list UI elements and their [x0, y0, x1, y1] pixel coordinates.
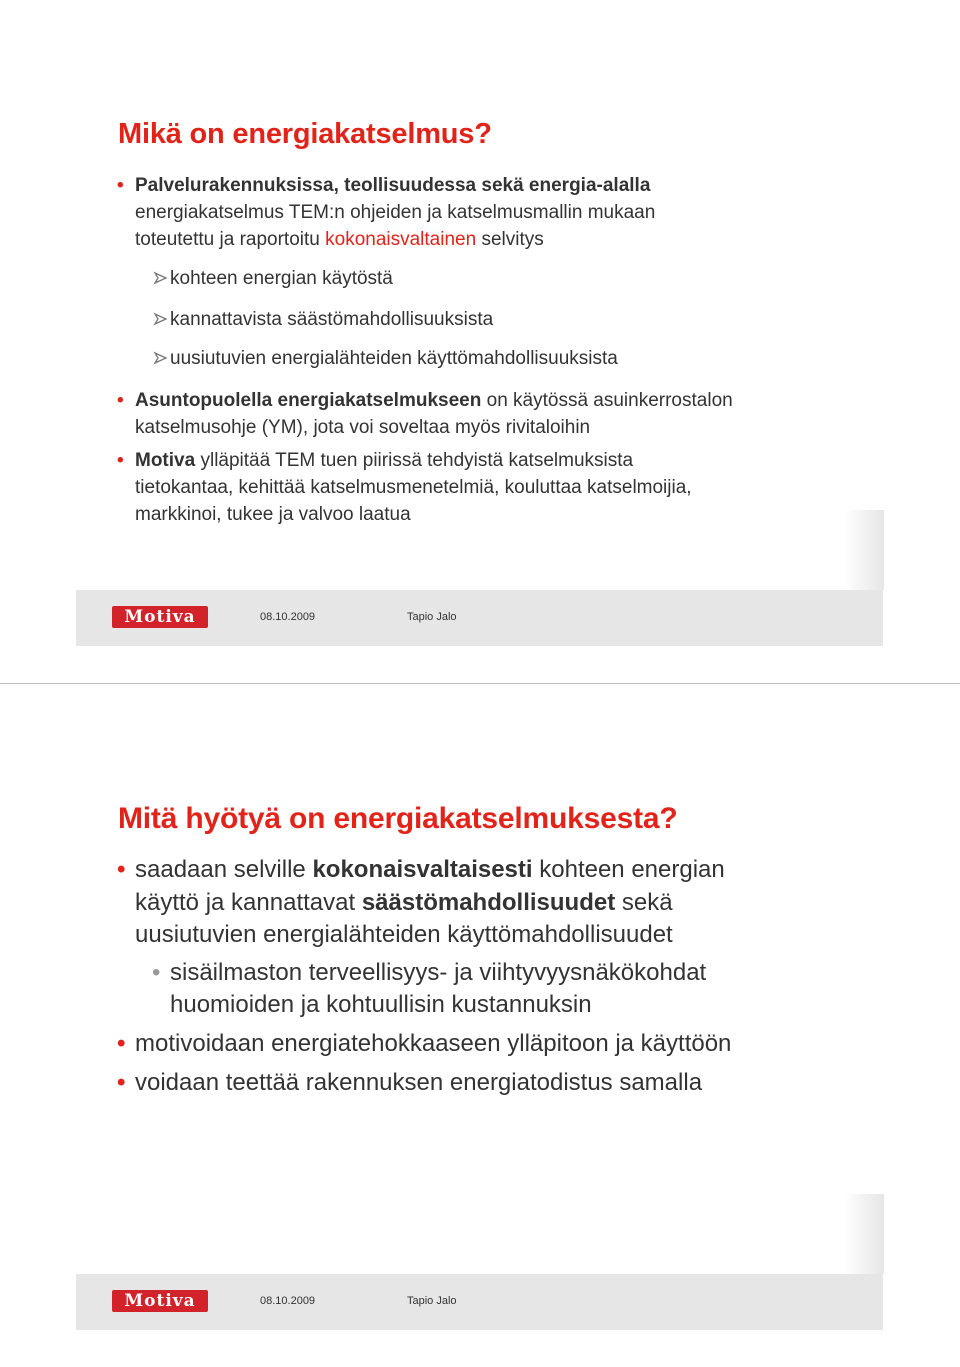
bullet-text: tietokantaa, kehittää katselmusmenetelmiä, kouluttaa katselmoijia, — [135, 477, 692, 498]
slide-1 — [0, 0, 960, 683]
text-run: selvitys — [476, 229, 544, 250]
slide-title: Mitä hyötyä on energiakatselmuksesta? — [118, 802, 678, 835]
footer-author: Tapio Jalo — [407, 1295, 457, 1307]
arrow-bullet-icon — [153, 311, 169, 333]
bullet-text: Palvelurakennuksissa, teollisuudessa sekä energia-alalla — [135, 175, 651, 196]
bold-text: Asuntopuolella energiakatselmukseen — [135, 390, 482, 411]
bullet-text: katselmusohje (YM), jota voi soveltaa myös rivitaloihin — [135, 417, 591, 438]
bullet-text — [135, 229, 544, 251]
footer-date: 08.10.2009 — [260, 611, 316, 623]
footer-date: 08.10.2009 — [260, 1295, 316, 1307]
bullet-icon: • — [117, 175, 124, 196]
gray-dot-bullet-icon: • — [152, 959, 161, 986]
footer-author: Tapio Jalo — [407, 611, 457, 623]
arrow-bullet-icon — [153, 350, 169, 372]
sub-bullet-text: kannattavista säästömahdollisuuksista — [170, 309, 494, 330]
sub-bullet-text: sisäilmaston terveellisyys- ja viihtyvyysnäkökohdat — [170, 959, 707, 986]
bullet-text: markkinoi, tukee ja valvoo laatua — [135, 504, 411, 525]
text-run: käyttö ja kannattavat — [135, 889, 362, 916]
slide-title: Mikä on energiakatselmus? — [118, 118, 492, 150]
text-run: kohteen energian — [532, 856, 725, 883]
bullet-text: uusiutuvien energialähteiden käyttömahdollisuudet — [135, 921, 673, 948]
bullet-text: voidaan teettää rakennuksen energiatodistus samalla — [135, 1069, 703, 1096]
bullet-icon: • — [117, 390, 124, 411]
bold-text: säästömahdollisuudet — [361, 889, 616, 916]
slide-footer — [76, 1274, 883, 1330]
sub-bullet-text: huomioiden ja kohtuullisin kustannuksin — [170, 991, 592, 1018]
highlight-text: kokonaisvaltainen — [325, 229, 477, 250]
text-run: ylläpitää TEM tuen piirissä tehdyistä katselmuksista — [195, 450, 634, 471]
bullet-text: energiakatselmus TEM:n ohjeiden ja katselmusmallin mukaan — [135, 202, 656, 223]
text-run: on käytössä asuinkerrostalon — [481, 390, 733, 411]
decorative-swoosh — [844, 1194, 884, 1274]
bullet-text: motivoidaan energiatehokkaaseen ylläpitoon ja käyttöön — [135, 1030, 732, 1057]
motiva-logo: Motiva — [112, 1290, 208, 1312]
motiva-logo: Motiva — [112, 606, 208, 628]
bullet-icon: • — [117, 450, 124, 471]
bullet-text — [135, 889, 673, 917]
text-run: sekä — [615, 889, 673, 916]
slide-2 — [0, 684, 960, 1367]
slide-footer — [76, 590, 883, 646]
text-run: toteutettu ja raportoitu — [135, 229, 326, 250]
bold-text: Motiva — [135, 450, 196, 471]
bullet-icon: • — [117, 856, 126, 883]
bullet-icon: • — [117, 1069, 126, 1096]
arrow-bullet-icon — [153, 270, 169, 292]
bullet-text — [135, 856, 725, 884]
sub-bullet-text: kohteen energian käytöstä — [170, 268, 393, 289]
decorative-swoosh — [844, 510, 884, 590]
bullet-icon: • — [117, 1030, 126, 1057]
bold-text: kokonaisvaltaisesti — [312, 856, 533, 883]
bullet-text — [135, 390, 733, 412]
text-run: saadaan selville — [135, 856, 313, 883]
sub-bullet-text: uusiutuvien energialähteiden käyttömahdollisuuksista — [170, 348, 618, 369]
bullet-text — [135, 450, 633, 472]
